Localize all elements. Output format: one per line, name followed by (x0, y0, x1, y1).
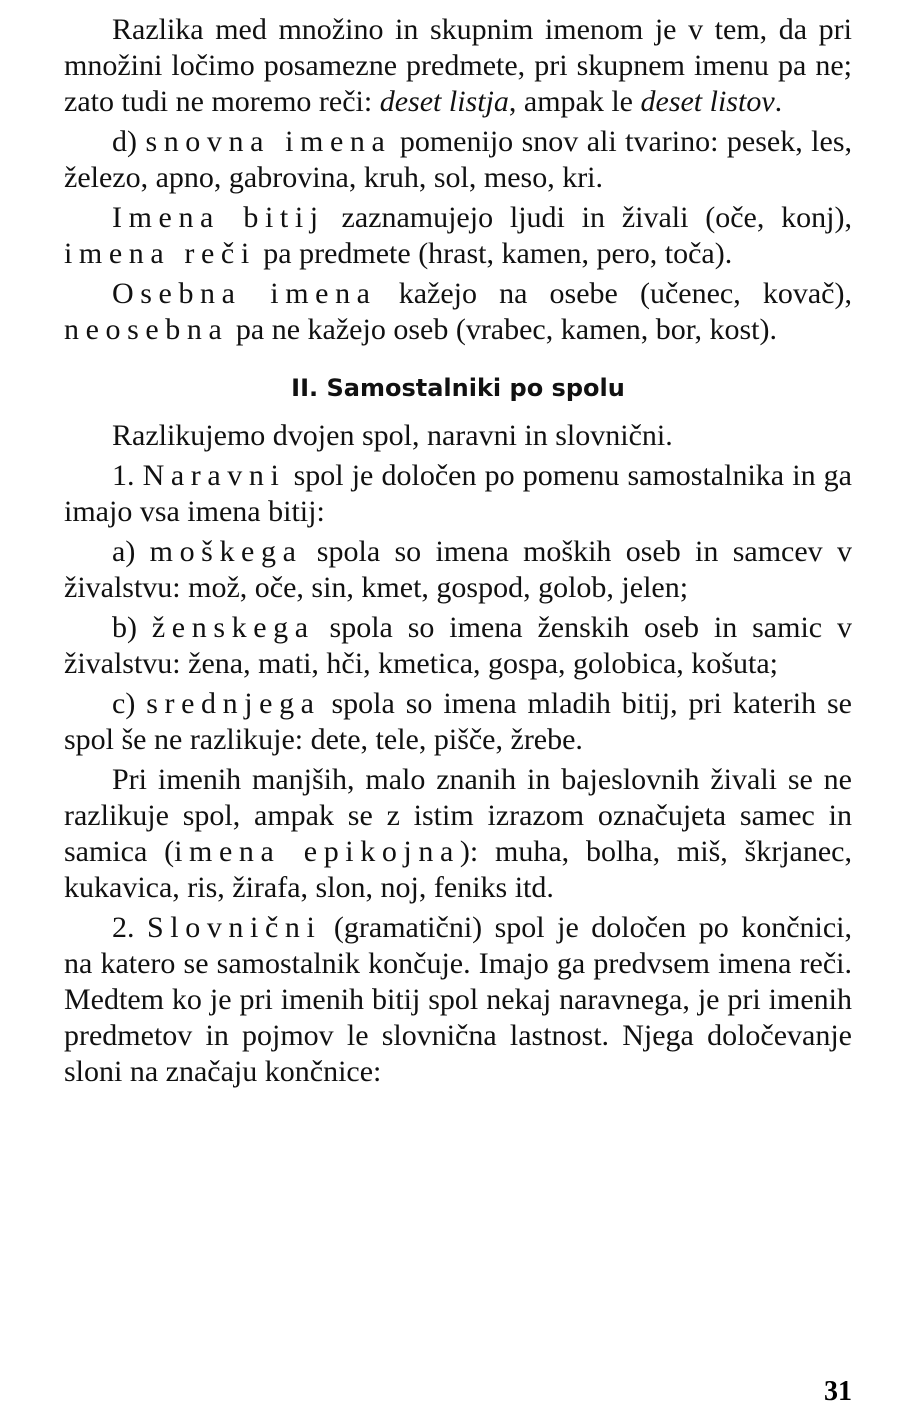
text: zaznamujejo ljudi in živali (oče, konj), (324, 201, 852, 234)
text: Razlika med množino in skupnim imenom je v tem, da pri množini ločimo posamezne predmete, pri skupnem imenu pa ne; zato tudi ne moremo reči: (64, 13, 852, 118)
paragraph-masculine (64, 534, 852, 606)
paragraph-two-genders: Razlikujemo dvojen spol, naravni in slovnični. (112, 419, 673, 452)
spaced-term: imena epikojna (174, 835, 460, 868)
text: d) (112, 125, 146, 158)
paragraph-epicene (64, 762, 852, 906)
text: spola so imena mladih bitij, pri katerih se spol še ne razlikuje: dete, tele, pišče, žrebe. (64, 687, 852, 756)
spaced-term: Naravni (142, 459, 286, 492)
text: c) (112, 687, 147, 720)
text: spola so imena ženskih oseb in samic v živalstvu: žena, mati, hči, kmetica, gospa, golobica, košuta; (64, 611, 852, 680)
spaced-term: ženskega (151, 611, 315, 644)
spaced-term: imena reči (64, 237, 256, 270)
example-italic: deset listja (379, 85, 509, 118)
text: spol je določen po pomenu samostalnika in ga imajo vsa imena bitij: (64, 459, 853, 528)
text: pomenijo snov ali tvarino: pesek, les, železo, apno, gabrovina, kruh, sol, meso, kri. (64, 125, 852, 194)
spaced-term: moškega (149, 535, 303, 568)
spaced-term: neosebna (64, 313, 229, 346)
paragraph-personal-nouns (64, 276, 852, 348)
text: Pri imenih manjših, malo znanih in bajeslovnih živali se ne razlikuje spol, ampak se z istim izrazom označujeta samec in samica ( (64, 763, 852, 868)
spaced-term: Imena bitij (112, 201, 325, 234)
text: kažejo na osebe (učenec, kovač), (376, 277, 852, 310)
text: (gramatični) spol je določen po končnici, na katero se samostalnik končuje. Imajo ga predvsem imena reči. Medtem ko je pri imenih bitij spol nekaj naravnega, je pri imenih predmetov in pojmov le slovnična lastnost. Njega določevanje sloni na značaju končnice: (64, 911, 853, 1088)
text: . (774, 85, 783, 118)
text: spola so imena moških oseb in samcev v živalstvu: mož, oče, sin, kmet, gospod, golob, jelen; (64, 535, 852, 604)
paragraph-grammatical-gender (64, 910, 852, 1090)
paragraph-natural-gender (64, 458, 852, 530)
text: b) (112, 611, 152, 644)
example-italic: deset listov (640, 85, 775, 118)
text: 1. (112, 459, 143, 492)
text: ): muha, bolha, miš, škrjanec, kukavica, ris, žirafa, slon, noj, feniks itd. (64, 835, 852, 904)
paragraph-beings-things (64, 200, 852, 272)
paragraph-feminine (64, 610, 852, 682)
text: 2. (112, 911, 147, 944)
spaced-term: snovna imena (145, 125, 392, 158)
paragraph-material-nouns (64, 124, 852, 196)
page-body (64, 12, 852, 1094)
paragraph-collective-nouns (64, 12, 852, 120)
spaced-term: Slovnični (147, 911, 322, 944)
text: pa ne kažejo oseb (vrabec, kamen, bor, kost). (228, 313, 778, 346)
page-number: 31 (824, 1376, 852, 1407)
paragraph-neuter (64, 686, 852, 758)
spaced-term: Osebna imena (112, 277, 377, 310)
text: a) (112, 535, 150, 568)
text: , ampak le (508, 85, 641, 118)
text: pa predmete (hrast, kamen, pero, toča). (255, 237, 733, 270)
section-heading: II. Samostalniki po spolu (291, 374, 625, 402)
spaced-term: srednjega (146, 687, 321, 720)
